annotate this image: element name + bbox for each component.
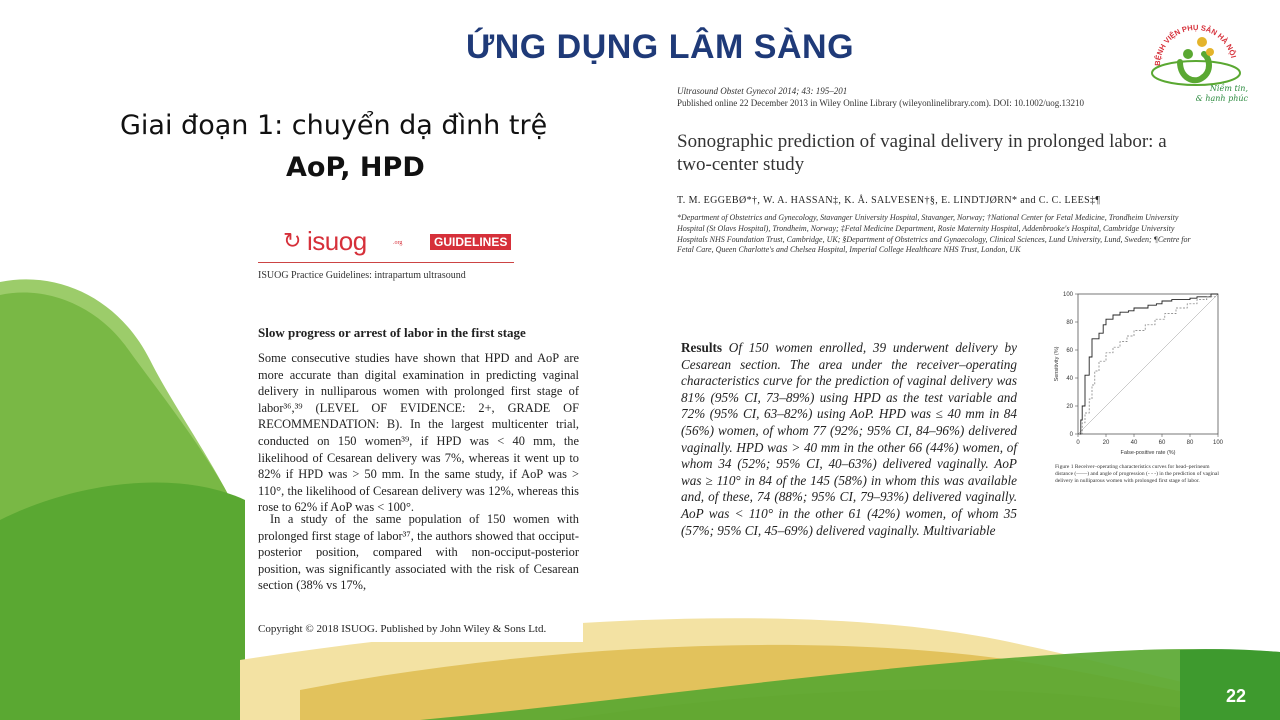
results-text: Of 150 women enrolled, 39 underwent delivery by Cesarean section. The area under the receiver–operating characteristics curve for the prediction of vaginal delivery was 81% (95% CI, 73–89%) using HPD as the test variable and 72% (95% CI, 63–82%) using AoP. HPD was ≤ 40 mm in 84 (56%) women, of whom 77 (92%; 95% CI, 84–96%) delivered vaginally. HPD was > 40 mm in the other 66 (44%) women, of whom 34 (52%; 95% CI, 40–63%) delivered vaginally. AoP was ≥ 110° in 84 of the 145 (58%) in whom this was available and, of these, 74 (88%; 95% CI, 79–93%) delivered vaginally. AoP was < 110° in the other 61 (42%) women, of whom 35 (57%; 95% CI, 45–69%) delivered vaginally. Multivariable [681,340,1018,538]
roc-chart [1052,288,1232,458]
y-tick-label: 80 [1066,320,1073,326]
results-label: Results [681,340,723,355]
isuog-logo-org: .org [393,240,403,246]
isuog-swirl-icon: ↻ [283,228,302,253]
y-tick-label: 20 [1066,404,1073,410]
y-tick-label: 0 [1069,432,1073,438]
practice-line: ISUOG Practice Guidelines: intrapartum ultrasound [258,270,466,281]
logo-tagline-line2: & hạnh phúc [1195,94,1248,103]
x-axis-label: False-positive rate (%) [1120,450,1176,456]
x-tick-label: 40 [1130,440,1138,446]
header-divider [258,262,514,263]
logo-arc-text: BỆNH VIỆN PHỤ SẢN HÀ NỘI [1152,22,1238,67]
y-tick-label: 40 [1066,376,1073,382]
logo-tagline-line1: Niềm tin, [1209,84,1248,93]
paper-title: Sonographic prediction of vaginal delivery in prolonged labor: a two-center study [677,131,1167,175]
figure-caption: Figure 1 Receiver–operating characteristics curves for head–perineum distance (——) and angle of progression (- - -) in the prediction of vaginal delivery in nulliparous women with prolonged first stage of labor. [1055,464,1219,484]
isuog-logo-text: isuog [307,226,367,256]
slide-title: ỨNG DỤNG LÂM SÀNG [465,28,855,66]
logo-tagline [1186,84,1248,104]
roc-labels [1054,292,1224,456]
page-number: 22 [1226,686,1247,706]
x-tick-label: 100 [1212,440,1224,446]
isuog-document [245,208,583,642]
body-paragraph-2: In a study of the same population of 150 women with prolonged first stage of labor³⁷, the authors showed that occiput-posterior position, compared with non-occiput-posterior position, was significantly associated with the risk of Cesarean section (38% vs 17%, [258,512,579,593]
x-tick-label: 80 [1186,440,1194,446]
x-tick-label: 60 [1158,440,1166,446]
y-axis-label: Sensitivity (%) [1054,346,1060,382]
body-paragraph-1: Some consecutive studies have shown that HPD and AoP are more accurate than digital examination in predicting vaginal delivery in nulliparous women with prolonged first stage of labor³⁶,³⁹ (LEVEL OF EVIDENCE: 2+, GRADE OF RECOMMENDATION: B). In the largest multicenter trial, conducted on 150 women³⁹, if HPD was < 40 mm, the likelihood of Cesarean delivery was 7%, whereas it went up to 82% if HPD was > 50 mm. In the same study, if AoP was > 110°, the likelihood of Cesarean delivery was 12%, whereas this rose to 62% if AoP was < 100°. [258,351,579,515]
results-paragraph [681,340,1017,539]
copyright: Copyright © 2018 ISUOG. Published by John Wiley & Sons Ltd. [258,623,547,635]
paper-affiliations: *Department of Obstetrics and Gynecology, Stavanger University Hospital, Stavanger, Norway; †National Center for Fetal Medicine, Trondheim University Hospital (St Olavs Hospital), Trondheim, Norway; ‡Fetal Medicine Department, Rosie Maternity Hospital, Addenbrooke's Hospital, Cambridge University Hospitals NHS Foundation Trust, Cambridge, UK; §Department of Obstetrics and Gynaecology, Clinical Sciences, Lund University, Lund, Sweden; ¶Centre for Fetal Care, Queen Charlotte's and Chelsea Hospital, Imperial College Healthcare NHS Trust, London, UK [677,213,1191,255]
x-tick-label: 20 [1102,440,1110,446]
y-tick-label: 100 [1062,292,1073,298]
guidelines-badge: GUIDELINES [430,234,511,250]
paper-authors: T. M. EGGEBØ*†, W. A. HASSAN‡, K. Å. SALVESEN†§, E. LINDTJØRN* and C. C. LEES‡¶ [677,195,1101,206]
x-tick-label: 0 [1076,440,1080,446]
stage-subtitle: AoP, HPD [286,152,425,183]
roc-axes [1075,294,1218,437]
section-heading: Slow progress or arrest of labor in the first stage [258,325,526,340]
svg-text:BỆNH VIỆN PHỤ SẢN HÀ NỘI [1153,23,1238,66]
stage-line: Giai đoạn 1: chuyển dạ đình trệ [120,110,548,141]
y-tick-label: 60 [1066,348,1073,354]
journal-citation: Ultrasound Obstet Gynecol 2014; 43: 195–201 [677,86,848,96]
published-line: Published online 22 December 2013 in Wiley Online Library (wileyonlinelibrary.com). DOI: 10.1002/uog.13210 [677,98,1085,108]
isuog-logo [283,226,403,256]
